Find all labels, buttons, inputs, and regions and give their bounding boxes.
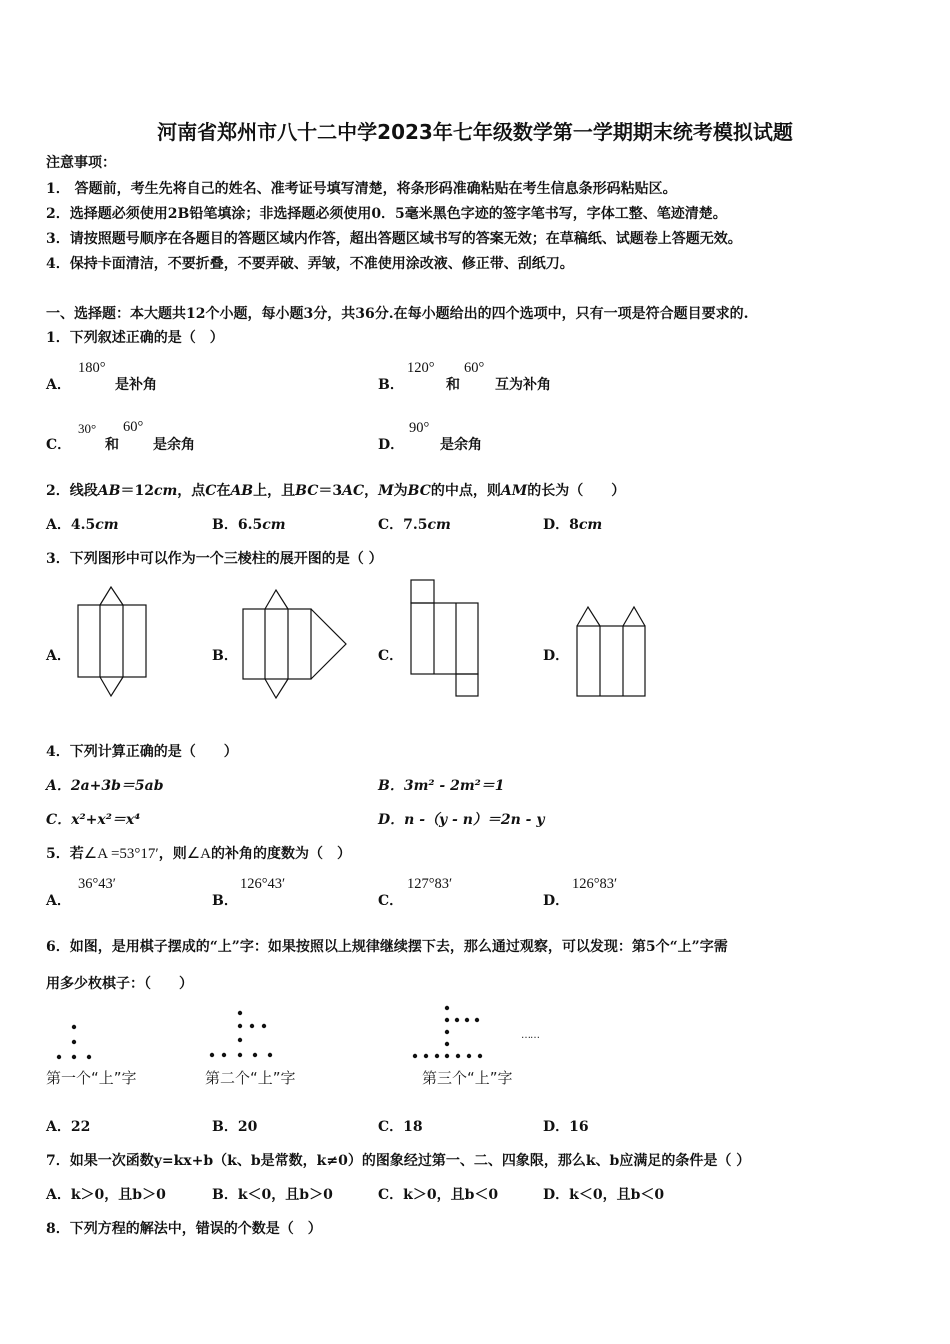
q6-stem-line2: 用多少枚棋子：（ ） <box>46 976 193 992</box>
q8-stem: 8．下列方程的解法中，错误的个数是（ ） <box>46 1221 322 1237</box>
q4-option-a: A．2a+3b＝5ab <box>46 778 164 794</box>
q7-option-d: D．k＜0，且b＜0 <box>543 1187 665 1203</box>
q1-option-c-text: 是余角 <box>153 437 195 453</box>
q7-stem: 7．如果一次函数y=kx+b（k、b是常数，k≠0）的图象经过第一、二、四象限，那么k、b应满足的条件是（ ） <box>46 1153 751 1169</box>
q1-option-c-label: C． <box>46 437 72 453</box>
q3-stem: 3．下列图形中可以作为一个三棱柱的展开图的是（ ） <box>46 551 383 567</box>
pattern-caption-3: 第三个“上”字 <box>422 1069 513 1087</box>
q2-option-a: A．4.5cm <box>46 517 119 533</box>
q7-option-b: B．k＜0，且b＞0 <box>212 1187 333 1203</box>
q7-option-a: A．k＞0，且b＞0 <box>46 1187 166 1203</box>
q4-option-c: C．x²+x²＝x⁴ <box>46 812 141 828</box>
q2-option-c: C．7.5cm <box>378 517 451 533</box>
pattern-3 <box>413 1006 482 1058</box>
q5-option-b-label: B． <box>212 893 238 909</box>
q4-option-d: D．n -（y - n）＝2n - y <box>378 812 545 828</box>
q1-option-b-value2: 60° <box>464 360 485 376</box>
q4-option-b: B．3m² - 2m²＝1 <box>378 778 505 794</box>
section-heading: 一、选择题：本大题共12个小题，每小题3分，共36分.在每小题给出的四个选项中，只有一项是符合题目要求的. <box>46 306 749 322</box>
q1-option-c-value1: 30° <box>78 421 97 436</box>
q6-option-b: B．20 <box>212 1119 258 1135</box>
q5-stem: 5．若∠A =53°17′，则∠A的补角的度数为（ ） <box>46 846 351 862</box>
q1-option-d-value: 90° <box>409 420 430 436</box>
q5-option-b-value: 126°43′ <box>240 876 286 892</box>
q1-option-b-text: 互为补角 <box>495 377 551 393</box>
q3-option-d-label: D． <box>543 648 570 664</box>
pattern-2 <box>210 1011 272 1057</box>
q5-option-d-label: D． <box>543 893 570 909</box>
notice-item: 2．选择题必须使用2B铅笔填涂；非选择题必须使用0．5毫米黑色字迹的签字笔书写，字体工整、笔迹清楚。 <box>46 206 727 222</box>
q1-option-a-text: 是补角 <box>115 377 157 393</box>
q2-stem: 2．线段AB＝12cm，点C在AB上，且BC＝3AC，M为BC的中点，则AM的长为（ ） <box>46 483 626 499</box>
page-title: 河南省郑州市八十二中学2023年七年级数学第一学期期末统考模拟试题 <box>157 120 793 144</box>
q2-option-d: D．8cm <box>543 517 603 533</box>
q2-option-b: B．6.5cm <box>212 517 286 533</box>
q1-stem: 1．下列叙述正确的是（ ） <box>46 330 224 346</box>
q5-option-c-label: C． <box>378 893 404 909</box>
q5-option-d-value: 126°83′ <box>572 876 618 892</box>
q1-option-b-label: B． <box>378 377 404 393</box>
pattern-ellipsis: …… <box>521 1030 539 1041</box>
notice-item: 4．保持卡面清洁，不要折叠，不要弄破、弄皱，不准使用涂改液、修正带、刮纸刀。 <box>46 256 574 272</box>
pattern-caption-2: 第二个“上”字 <box>205 1069 296 1087</box>
q3-option-a-label: A． <box>46 648 71 664</box>
notice-item: 3．请按照题号顺序在各题目的答题区域内作答，超出答题区域书写的答案无效；在草稿纸、试题卷上答题无效。 <box>46 231 742 247</box>
pattern-caption-1: 第一个“上”字 <box>46 1069 137 1087</box>
q4-stem: 4．下列计算正确的是（ ） <box>46 744 238 760</box>
q1-option-a-value: 180° <box>78 360 106 376</box>
q1-option-b-and: 和 <box>446 377 460 393</box>
q1-option-d-label: D． <box>378 437 405 453</box>
q1-option-c-and: 和 <box>105 437 119 453</box>
q5-option-a-label: A． <box>46 893 71 909</box>
notice-item: 1． 答题前，考生先将自己的姓名、准考证号填写清楚，将条形码准确粘贴在考生信息条形码粘贴区。 <box>46 181 677 197</box>
q5-option-c-value: 127°83′ <box>407 876 453 892</box>
q3-option-b-label: B． <box>212 648 238 664</box>
q1-option-d-text: 是余角 <box>440 437 482 453</box>
q1-option-a-label: A． <box>46 377 71 393</box>
notice-heading: 注意事项： <box>46 155 116 171</box>
q6-option-a: A．22 <box>46 1119 91 1135</box>
q6-option-c: C．18 <box>378 1119 423 1135</box>
q1-option-b-value1: 120° <box>407 360 435 376</box>
q3-option-c-label: C． <box>378 648 404 664</box>
pattern-1 <box>57 1025 91 1059</box>
q6-stem-line1: 6．如图，是用棋子摆成的“上”字：如果按照以上规律继续摆下去，那么通过观察，可以发现：第5个“上”字需 <box>46 939 728 955</box>
q7-option-c: C．k＞0，且b＜0 <box>378 1187 499 1203</box>
q1-option-c-value2: 60° <box>123 419 144 435</box>
q6-option-d: D．16 <box>543 1119 589 1135</box>
q5-option-a-value: 36°43′ <box>78 876 116 892</box>
